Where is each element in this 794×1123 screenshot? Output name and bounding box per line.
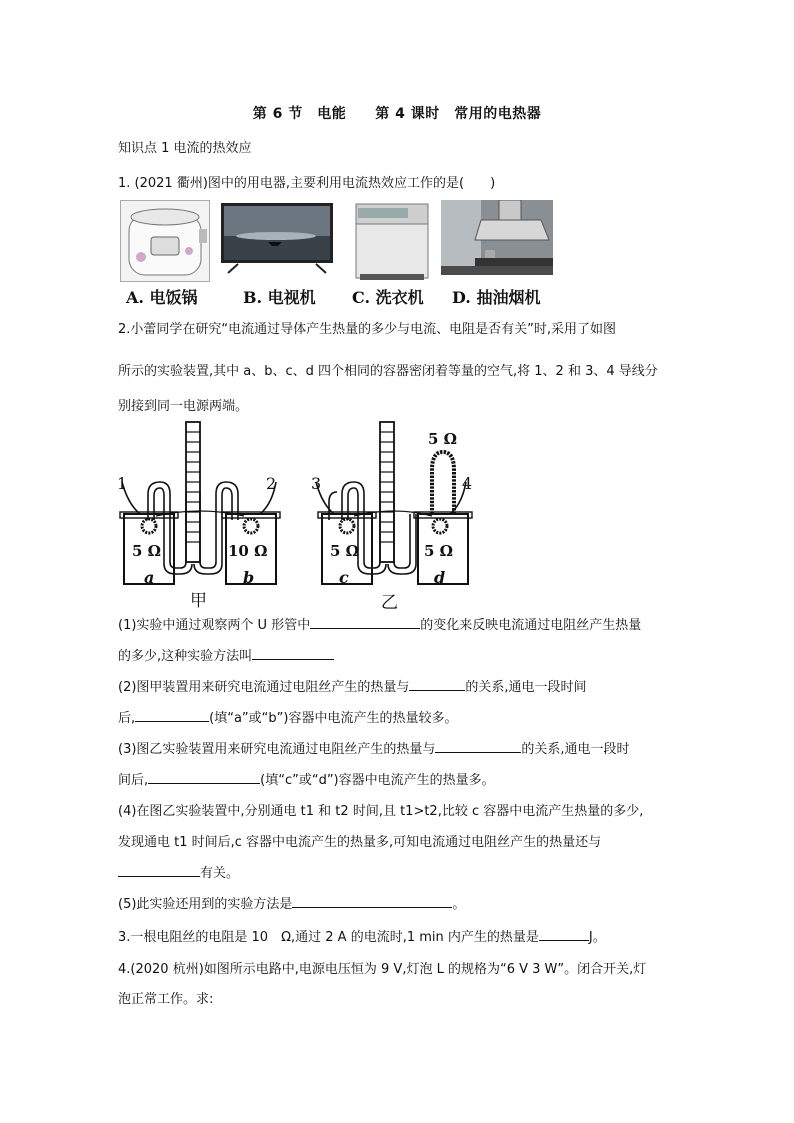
option-c: C. 洗衣机 [352, 288, 424, 307]
q4-line2: 泡正常工作。求: [118, 992, 214, 1007]
q2-part1-text-a: (1)实验中通过观察两个 U 形管中 [118, 618, 311, 633]
wire-label-4: 4 [462, 474, 473, 493]
q2-part2-text-c: 后, [118, 711, 136, 726]
q2-part3-text-b: 的关系,通电一段时 [521, 742, 630, 757]
q2-part5-text-a: (5)此实验还用到的实验方法是 [118, 897, 293, 912]
q3-text-b: J。 [588, 930, 606, 945]
container-a-label: a [144, 568, 155, 587]
q2-part3-text-a: (3)图乙实验装置用来研究电流通过电阻丝产生的热量与 [118, 742, 436, 757]
page-title: 第 6 节 电能 第 4 课时 常用的电热器 [252, 106, 542, 122]
q2-part2-line2 [118, 707, 457, 726]
resistor-top-label: 5 Ω [428, 430, 458, 448]
q3-text-a: 3.一根电阻丝的电阻是 10 Ω,通过 2 A 的电流时,1 min 内产生的热量是 [118, 930, 539, 945]
resistor-a-label: 5 Ω [132, 542, 162, 560]
q2-part3-line1 [118, 738, 630, 757]
figure-caption-jia: 甲 [190, 591, 207, 611]
q3-blank[interactable] [539, 926, 589, 941]
scale-right [380, 422, 394, 562]
q2-part3-text-c: 间后, [118, 773, 149, 788]
container-b-label: b [243, 568, 255, 587]
q2-part5-text-b: 。 [452, 897, 466, 912]
q2-part4-text-c: 有关。 [200, 866, 240, 881]
option-b: B. 电视机 [243, 288, 316, 307]
q2-part3-blank2[interactable] [148, 769, 260, 784]
q2-part3-blank1[interactable] [435, 738, 521, 753]
television-image [220, 202, 334, 274]
q2-part1-text-c: 的多少,这种实验方法叫 [118, 649, 253, 664]
q2-part2-blank1[interactable] [409, 676, 465, 691]
q2-part2-text-a: (2)图甲装置用来研究电流通过电阻丝产生的热量与 [118, 680, 410, 695]
q2-line1: 2.小蕾同学在研究“电流通过导体产生热量的多少与电流、电阻是否有关”时,采用了如图 [118, 322, 617, 337]
resistor-c-label: 5 Ω [330, 542, 360, 560]
q2-part1-line1 [118, 614, 641, 633]
wire-label-1: 1 [117, 474, 128, 493]
q2-part5-blank[interactable] [292, 893, 452, 908]
q2-part4-line3 [118, 862, 239, 881]
q2-part1-blank1[interactable] [310, 614, 420, 629]
q2-part5-line [118, 893, 465, 912]
q2-part4-blank[interactable] [118, 862, 200, 877]
q2-part4-line2: 发现通电 t1 时间后,c 容器中电流产生的热量多,可知电流通过电阻丝产生的热量还与 [118, 835, 602, 850]
q2-part2-text-d: (填“a”或“b”)容器中电流产生的热量较多。 [209, 711, 458, 726]
q2-part2-blank2[interactable] [135, 707, 209, 722]
q2-part1-text-b: 的变化来反映电流通过电阻丝产生热量 [420, 618, 642, 633]
q2-line2: 所示的实验装置,其中 a、b、c、d 四个相同的容器密闭着等量的空气,将 1、2 和 3、4 导线分 [118, 364, 658, 379]
q2-part1-blank2[interactable] [252, 645, 334, 660]
q1-stem: 1. (2021 衢州)图中的用电器,主要利用电流热效应工作的是( ) [118, 176, 496, 191]
container-c-label: c [339, 568, 349, 587]
q2-part4-line1: (4)在图乙实验装置中,分别通电 t1 和 t2 时间,且 t1>t2,比较 c 容器中电流产生热量的多少, [118, 804, 644, 819]
rice-cooker-image [120, 200, 210, 282]
wire-label-3: 3 [311, 474, 322, 493]
wire-label-2: 2 [266, 474, 277, 493]
resistor-b-label: 10 Ω [228, 542, 268, 560]
q2-part2-text-b: 的关系,通电一段时间 [465, 680, 587, 695]
q2-part3-text-d: (填“c”或“d”)容器中电流产生的热量多。 [260, 773, 495, 788]
washing-machine-image [352, 200, 432, 282]
q2-part1-line2 [118, 645, 334, 664]
range-hood-image [441, 200, 553, 275]
q3-line [118, 926, 606, 945]
q2-part3-line2 [118, 769, 495, 788]
resistor-d-label: 5 Ω [424, 542, 454, 560]
section-heading: 知识点 1 电流的热效应 [118, 141, 252, 156]
q2-part2-line1 [118, 676, 587, 695]
q4-line1: 4.(2020 杭州)如图所示电路中,电源电压恒为 9 V,灯泡 L 的规格为“6 V 3 W”。闭合开关,灯 [118, 962, 647, 977]
container-d-label: d [434, 568, 446, 587]
option-d: D. 抽油烟机 [452, 288, 541, 307]
option-a: A. 电饭锅 [126, 288, 198, 307]
q2-line3: 别接到同一电源两端。 [118, 399, 249, 414]
figure-caption-yi: 乙 [381, 593, 398, 613]
scale-left [186, 422, 200, 562]
